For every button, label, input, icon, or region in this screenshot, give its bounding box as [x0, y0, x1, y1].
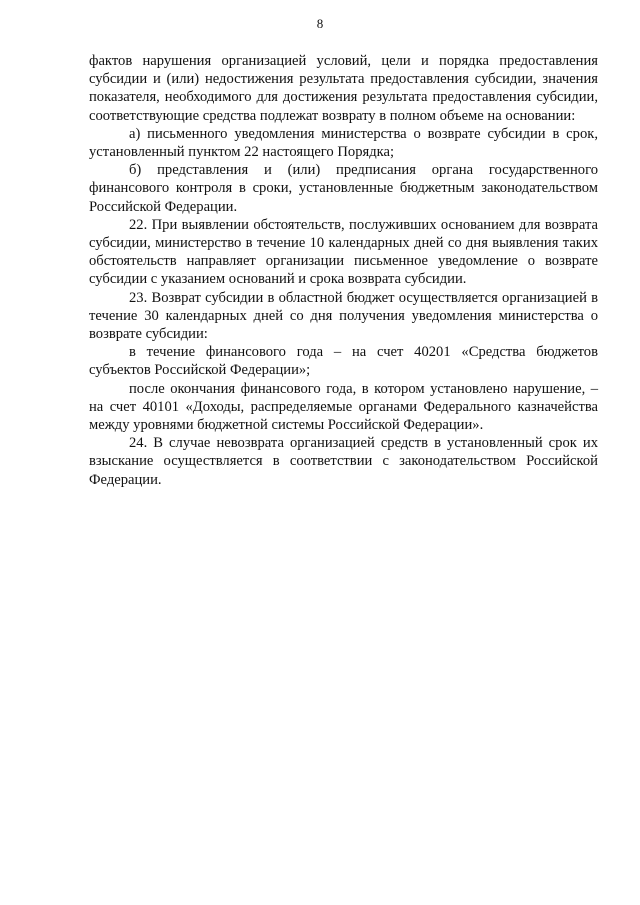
page-number: 8 [316, 16, 324, 31]
paragraph-item-a: а) письменного уведомления министерства о возврате субсидии в срок, установленный пунктом 22 настоящего Порядка; [89, 125, 598, 161]
paragraph-item-b: б) представления и (или) предписания органа государственного финансового контроля в сроки, установленные бюджетным законодательством Российской Федерации. [89, 162, 598, 215]
paragraph-23-account-40201: в течение финансового года – на счет 40201 «Средства бюджетов субъектов Российской Федерации»; [89, 344, 598, 379]
paragraph-23: 23. Возврат субсидии в областной бюджет осуществляется организацией в течение 30 календарных дней со дня получения уведомления министерства о возврате субсидии: [89, 289, 598, 343]
paragraph-22: 22. При выявлении обстоятельств, послуживших основанием для возврата субсидии, министерство в течение 10 календарных дней со дня выявления таких обстоятельств направляет организации письменное уведомление о возврате субсидии с указанием оснований и срока возврата субсидии. [89, 216, 598, 288]
paragraph-continuation: фактов нарушения организацией условий, цели и порядка предоставления субсидии и (или) недостижения результата предоставления субсидии, значения показателя, необходимого для достижения результата предоставления субсидии, соответствующие средства подлежат возврату в полном объеме на основании: [89, 53, 598, 124]
document-body [89, 52, 598, 489]
paragraph-24: 24. В случае невозврата организацией средств в установленный срок их взыскание осуществляется в соответствии с законодательством Российской Федерации. [89, 435, 598, 488]
paragraph-23-account-40101: после окончания финансового года, в котором установлено нарушение, – на счет 40101 «Доходы, распределяемые органами Федерального казначейства между уровнями бюджетной системы Российской Федерации». [89, 380, 598, 434]
